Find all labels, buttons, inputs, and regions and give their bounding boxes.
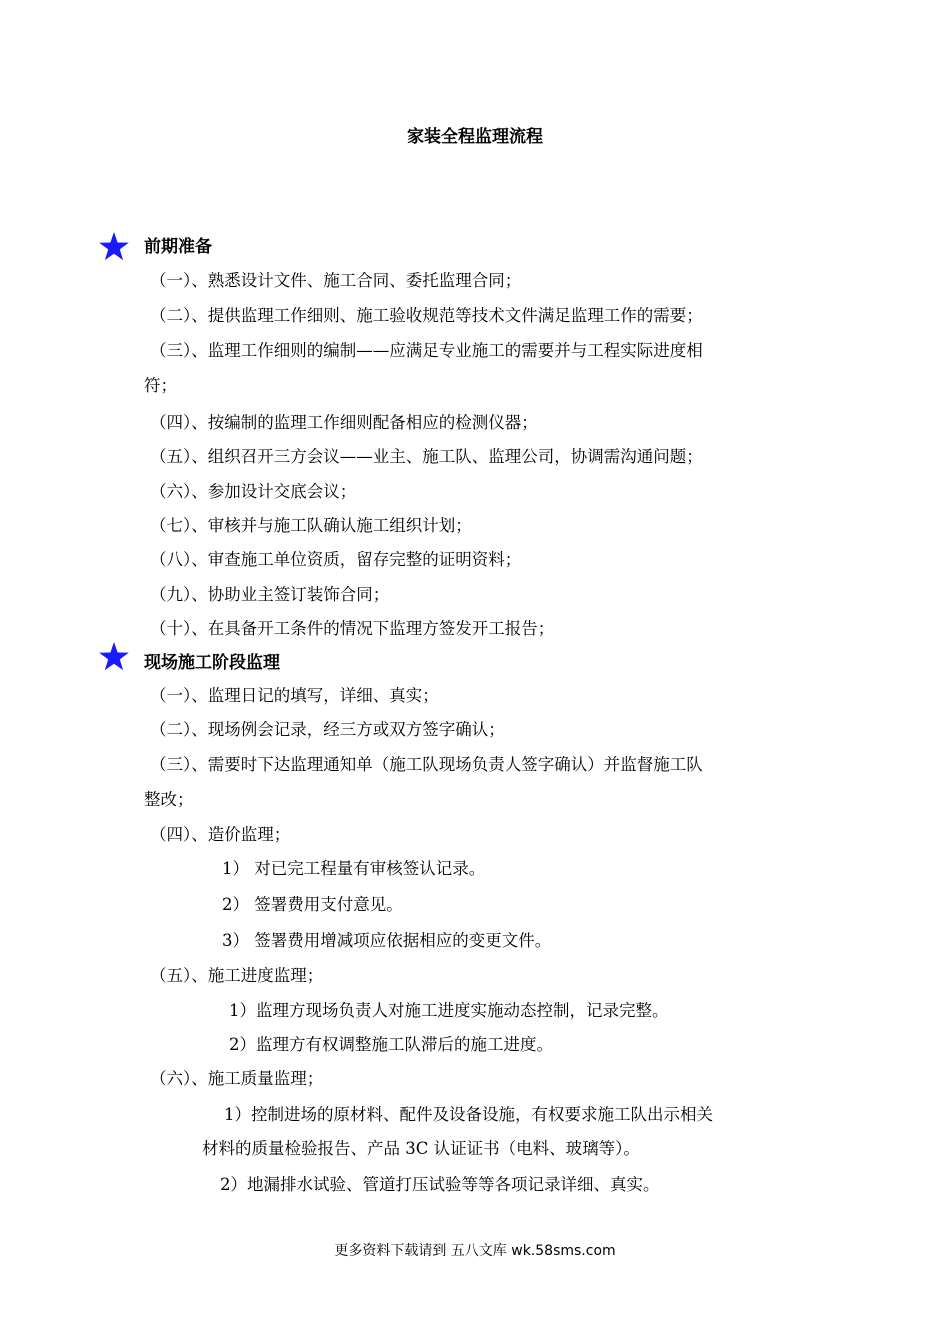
star-icon bbox=[98, 231, 130, 263]
star-icon bbox=[98, 641, 130, 673]
list-item: （三）、需要时下达监理通知单（施工队现场负责人签字确认）并监督施工队 bbox=[150, 755, 703, 774]
footer-link-text: 更多资料下载请到 五八文库 wk.58sms.com bbox=[334, 1243, 616, 1259]
list-item: （九）、协助业主签订装饰合同； bbox=[150, 585, 390, 604]
sub-list-item: 1）控制进场的原材料、配件及设备设施，有权要求施工队出示相关 bbox=[224, 1105, 713, 1124]
list-item: （六）、参加设计交底会议； bbox=[150, 482, 357, 501]
sub-list-item: 2） 签署费用支付意见。 bbox=[222, 895, 403, 914]
sub-list-item: 3） 签署费用增减项应依据相应的变更文件。 bbox=[222, 931, 552, 950]
list-item: （一）、监理日记的填写，详细、真实； bbox=[150, 686, 439, 705]
list-item: （七）、审核并与施工队确认施工组织计划； bbox=[150, 516, 472, 535]
sub-list-item: 1）监理方现场负责人对施工进度实施动态控制，记录完整。 bbox=[229, 1001, 669, 1020]
sub-list-item: 2）监理方有权调整施工队滞后的施工进度。 bbox=[229, 1035, 553, 1054]
sub-list-item: 2）地漏排水试验、管道打压试验等等各项记录详细、真实。 bbox=[220, 1175, 660, 1194]
list-item: （三）、监理工作细则的编制——应满足专业施工的需要并与工程实际进度相 bbox=[150, 341, 703, 360]
document-title: 家装全程监理流程 bbox=[407, 127, 543, 147]
list-item: （一）、熟悉设计文件、施工合同、委托监理合同； bbox=[150, 271, 522, 290]
list-item: （六）、施工质量监理； bbox=[150, 1069, 324, 1088]
sub-list-item-continued: 材料的质量检验报告、产品 3C 认证证书（电料、玻璃等）。 bbox=[202, 1139, 640, 1158]
list-item: （十）、在具备开工条件的情况下监理方签发开工报告； bbox=[150, 619, 555, 638]
list-item: （四）、造价监理； bbox=[150, 825, 291, 844]
list-item: （二）、现场例会记录，经三方或双方签字确认； bbox=[150, 720, 505, 739]
list-item: 符； bbox=[144, 376, 177, 395]
list-item: （二）、提供监理工作细则、施工验收规范等技术文件满足监理工作的需要； bbox=[150, 306, 703, 325]
sub-list-item: 1） 对已完工程量有审核签认记录。 bbox=[222, 859, 486, 878]
list-item: （四）、按编制的监理工作细则配备相应的检测仪器； bbox=[150, 413, 538, 432]
list-item: （八）、审查施工单位资质，留存完整的证明资料； bbox=[150, 550, 522, 569]
section-heading-onsite-supervision: 现场施工阶段监理 bbox=[144, 653, 280, 673]
list-item: （五）、施工进度监理； bbox=[150, 966, 324, 985]
list-item: （五）、组织召开三方会议——业主、施工队、监理公司，协调需沟通问题； bbox=[150, 447, 703, 466]
list-item: 整改； bbox=[144, 790, 194, 809]
section-heading-preparation: 前期准备 bbox=[144, 237, 212, 257]
